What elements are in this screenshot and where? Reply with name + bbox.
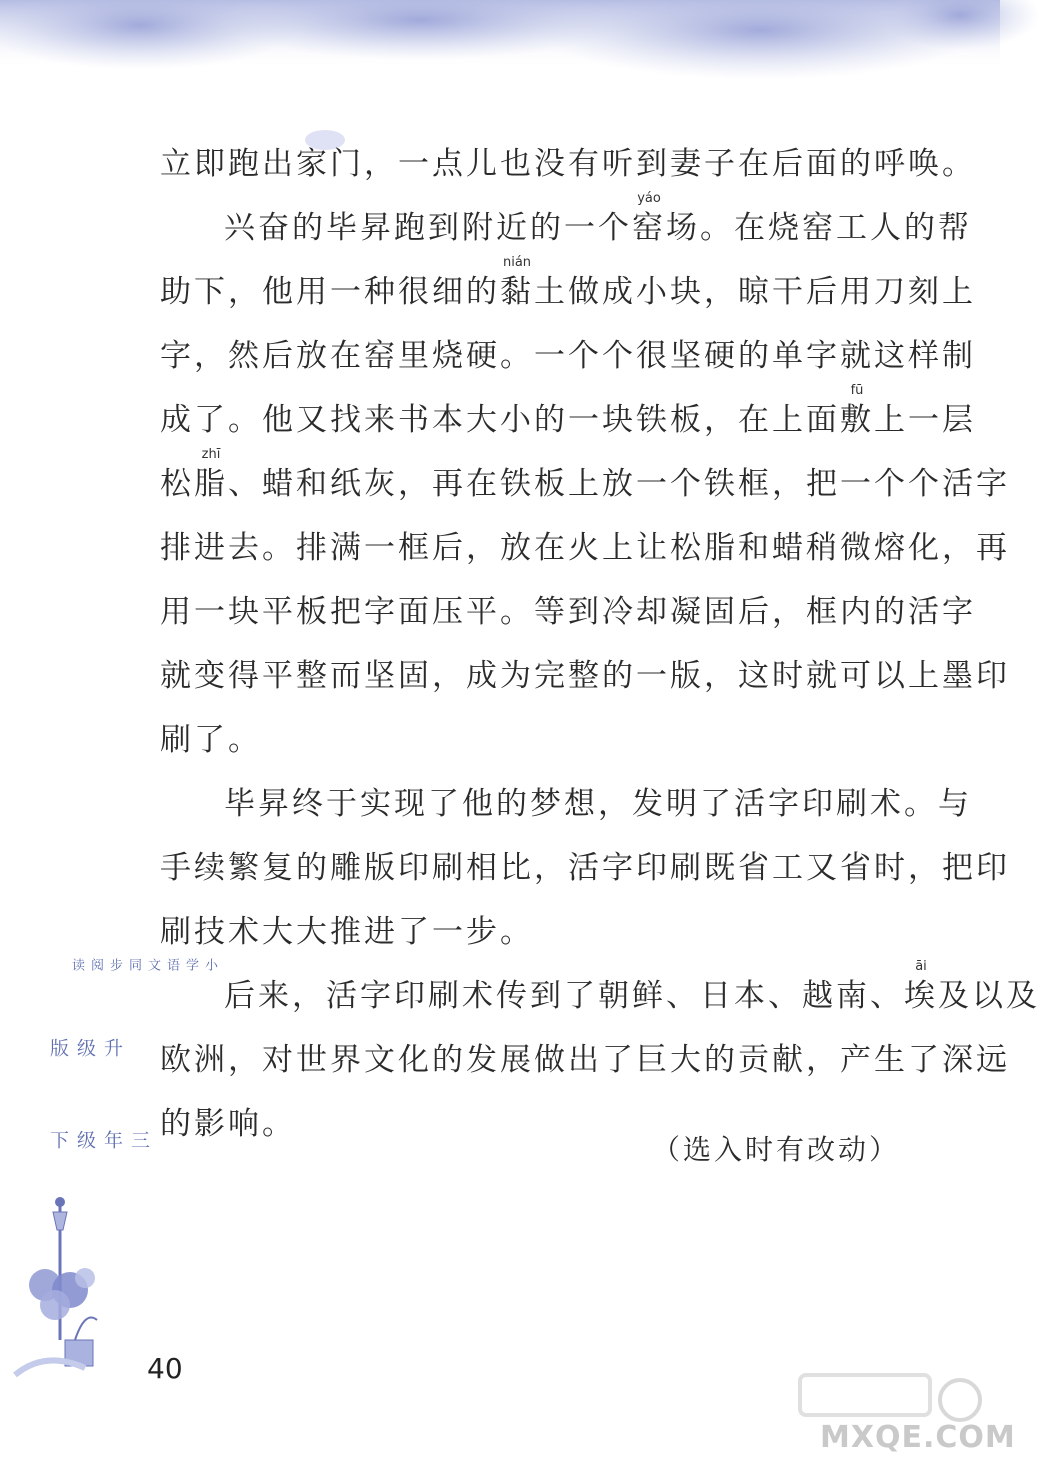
text-segment: 上一层 <box>874 402 976 438</box>
text-line: 用一块平板把字面压平。等到冷却凝固后，框内的活字 <box>160 594 976 630</box>
text-line: 排进去。排满一框后，放在火上让松脂和蜡稍微熔化，再 <box>160 530 1010 566</box>
grade-label: 三年级下 <box>47 1130 150 1151</box>
pinyin-annotated-char <box>904 959 938 1028</box>
text-line <box>160 447 1010 516</box>
text-line: 立即跑出家门，一点儿也没有听到妻子在后面的呼唤。 <box>160 146 976 182</box>
text-line: 刷技术大大推进了一步。 <box>160 914 534 950</box>
watermark-text: MXQE.COM <box>820 1420 1016 1455</box>
pinyin-annotated-char <box>840 383 874 452</box>
text-segment: 及以及 <box>938 978 1040 1014</box>
pinyin: nián <box>502 255 532 270</box>
text-line: 刷了。 <box>160 722 262 758</box>
text-segment: 成了。他又找来书本大小的一块铁板，在上面 <box>160 402 840 438</box>
text-line: 的影响。 <box>160 1106 296 1142</box>
text-line <box>160 383 976 452</box>
text-segment: 土做成小块，晾干后用刀刻上 <box>534 274 976 310</box>
pinyin: yáo <box>637 191 661 206</box>
text-segment: 助下，他用一种很细的 <box>160 274 500 310</box>
flower-lamppost-illustration <box>15 1190 125 1380</box>
pinyin: āi <box>915 959 927 974</box>
text-segment: 后来，活字印刷术传到了朝鲜、日本、越南、 <box>224 978 904 1014</box>
annotated-char: 敷 <box>840 402 874 438</box>
text-line: 字，然后放在窑里烧硬。一个个很坚硬的单字就这样制 <box>160 338 976 374</box>
pinyin: fū <box>850 383 864 398</box>
text-segment: 、蜡和纸灰，再在铁板上放一个铁框，把一个个活字 <box>228 466 1010 502</box>
article-body <box>160 132 1040 1156</box>
text-line <box>160 959 1040 1028</box>
annotated-char: 埃 <box>904 978 938 1014</box>
text-line: 就变得平整而坚固，成为完整的一版，这时就可以上墨印 <box>160 658 1010 694</box>
edition-label: 升级版 <box>47 1038 123 1059</box>
pinyin-annotated-char <box>500 255 534 324</box>
pinyin: zhī <box>201 447 221 462</box>
pinyin-annotated-char <box>194 447 228 516</box>
text-line: 欧洲，对世界文化的发展做出了巨大的贡献，产生了深远 <box>160 1042 1010 1078</box>
paragraph-3 <box>160 772 1010 964</box>
paragraph-1 <box>160 132 976 196</box>
annotated-char: 脂 <box>194 466 228 502</box>
text-segment: 兴奋的毕昇跑到附近的一个 <box>224 210 632 246</box>
paragraph-2 <box>160 191 1010 772</box>
text-line: 手续繁复的雕版印刷相比，活字印刷既省工又省时，把印 <box>160 850 1010 886</box>
text-line <box>160 191 972 260</box>
page-number: 40 <box>147 1352 183 1385</box>
text-line <box>160 255 976 324</box>
annotated-char: 窑 <box>632 210 666 246</box>
pinyin-annotated-char <box>632 191 666 260</box>
text-line: 毕昇终于实现了他的梦想，发明了活字印刷术。与 <box>224 786 972 822</box>
annotated-char: 黏 <box>500 274 534 310</box>
text-segment: 松 <box>160 466 194 502</box>
header-sky-decoration <box>0 0 1000 110</box>
source-note: （选入时有改动） <box>651 1133 900 1166</box>
text-segment: 场。在烧窑工人的帮 <box>666 210 972 246</box>
series-title: 小学语文同步阅读 <box>69 958 217 977</box>
